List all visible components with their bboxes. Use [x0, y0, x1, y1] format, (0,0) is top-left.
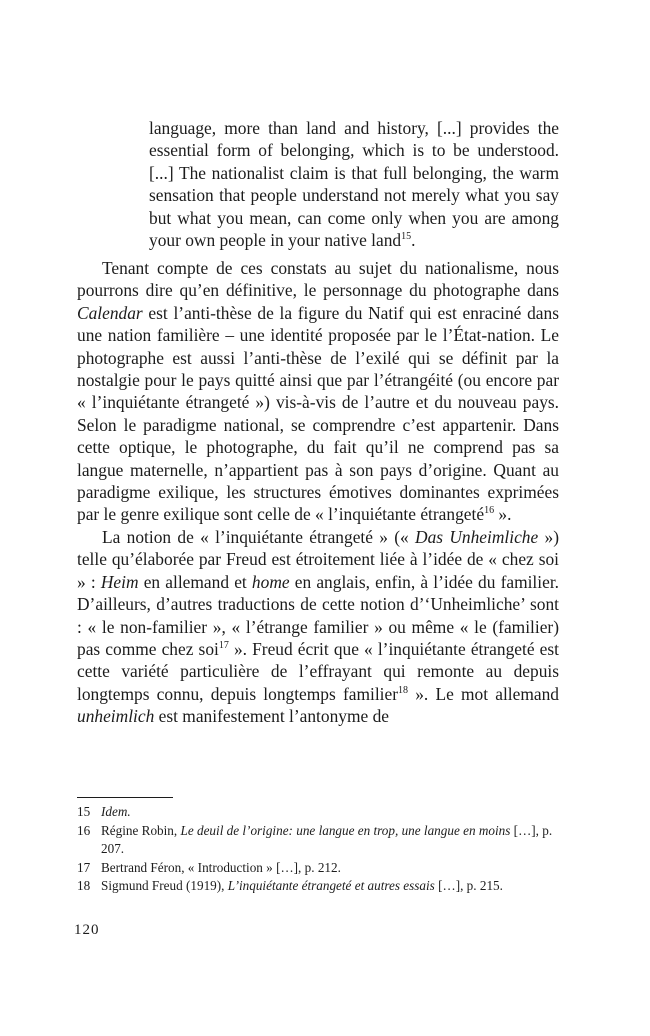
paragraph-2: La notion de « l’inquiétante étrangeté » (« Das Unheimliche ») telle qu’élaborée par Freud est étroitement liée à l’idée de « chez soi » : Heim en allemand et home en anglais, enfin, à l’idée du familier. D’ailleurs, d’autres traductions de cette notion d’‘Unheimliche’ sont : « le non-familier », « l’étrange familier » ou même « le (familier) pas comme chez soi$^{17}$ ». Freud écrit que « l’inquiétante étrangeté est cette variété particulière de l’effrayant qui remonte au depuis longtemps connu, depuis longtemps familier$^{18}$ ». Le mot allemand unheimlich est manifestement l’antonyme de [77, 526, 559, 727]
block-quote-text: language, more than land and history, [...] provides the essential form of belonging, which is to be understood. [...] The nationalist claim is that full belonging, the warm sensation that people understand not merely what you say but what you mean, can come only when you are among your own people in your native land$^{15}$. [149, 118, 559, 251]
footnote-divider [77, 797, 173, 798]
footnote-16: 16 Régine Robin, Le deuil de l’origine: une langue en trop, une langue en moins […], p. 207. [77, 822, 559, 859]
footnote-15: 15 Idem. [77, 803, 559, 822]
footnote-17: 17 Bertrand Féron, « Introduction » […], p. 212. [77, 859, 559, 878]
footnote-number: 16 [77, 822, 91, 838]
body-text [77, 257, 559, 728]
footnote-number: 18 [77, 878, 91, 894]
footnote-ref-16[interactable]: 16 [484, 505, 495, 517]
footnote-number: 15 [77, 804, 91, 819]
page-number: 120 [74, 922, 100, 938]
footnote-ref-17[interactable]: 17 [218, 640, 229, 652]
footnote-number: 17 [77, 859, 91, 875]
footnote-18: 18 Sigmund Freud (1919), L’inquiétante étrangeté et autres essais […], p. 215. [77, 877, 559, 896]
block-quote [149, 117, 559, 251]
footnote-ref-18[interactable]: 18 [398, 684, 409, 696]
paragraph-1: Tenant compte de ces constats au sujet du nationalisme, nous pourrons dire qu’en définitive, le personnage du photographe dans Calendar est l’anti-thèse de la figure du Natif qui est enraciné dans une nation familière – une identité proposée par le l’État-nation. Le photographe est aussi l’anti-thèse de l’exilé qui se définit par la nostalgie pour le pays quitté ainsi que par l’étrangéité (ou encore par « l’inquiétante étrangeté ») vis-à-vis de l’autre et du nouveau pays. Selon le paradigme national, se comprendre c’est appartenir. Dans cette optique, le photographe, du fait qu’il ne comprend pas sa langue maternelle, n’appartient pas à son pays d’origine. Quant au paradigme exilique, les structures émotives dominantes exprimées par le genre exilique sont celle de « l’inquiétante étrangeté$^{16}$ ». [77, 258, 559, 525]
footnote-ref-15[interactable]: 15 [401, 231, 412, 243]
footnotes [77, 803, 559, 896]
